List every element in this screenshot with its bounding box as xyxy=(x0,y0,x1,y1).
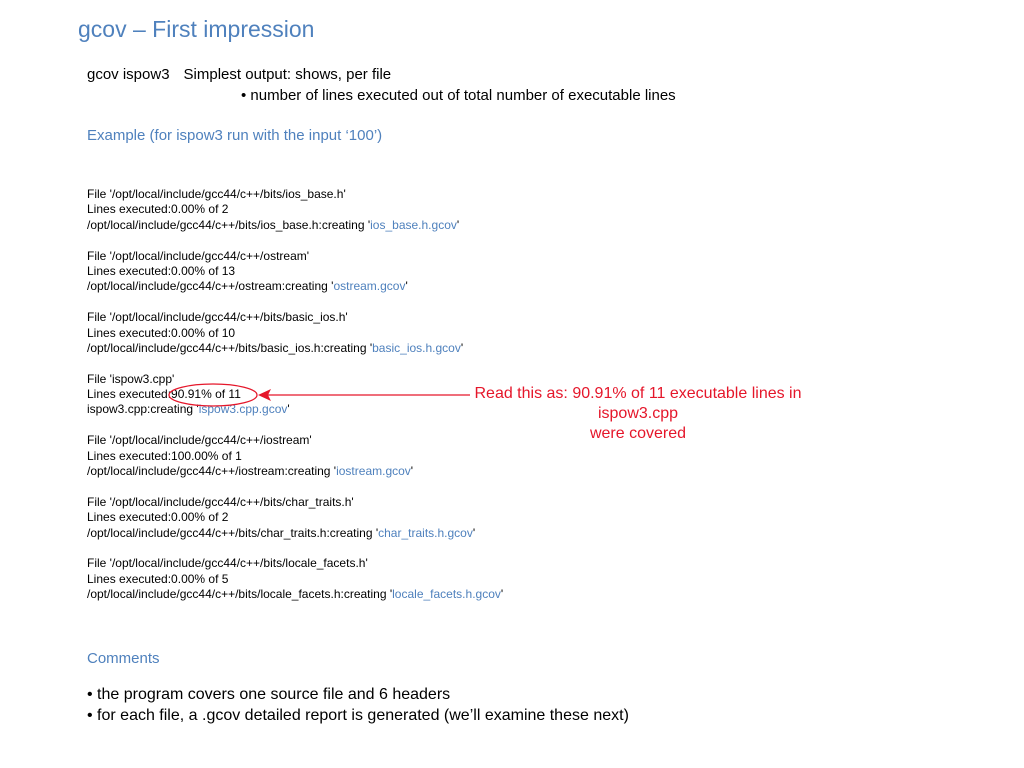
example-heading: Example (for ispow3 run with the input ‘100’) xyxy=(87,127,383,144)
file-line: File '/opt/local/include/gcc44/c++/bits/locale_facets.h' xyxy=(87,556,368,571)
lines-executed: Lines executed:0.00% of 5 xyxy=(87,571,229,586)
creating-suffix: ' xyxy=(460,340,464,355)
creating-line xyxy=(87,402,503,417)
creating-line xyxy=(87,464,503,479)
lines-executed: Lines executed:100.00% of 1 xyxy=(87,448,242,463)
file-line: File '/opt/local/include/gcc44/c++/ostream' xyxy=(87,248,310,263)
gcov-file-name: ios_base.h.gcov xyxy=(370,217,457,232)
blank-line xyxy=(87,541,503,556)
creating-prefix: /opt/local/include/gcc44/c++/bits/ios_base.h:creating ' xyxy=(87,217,371,232)
creating-line xyxy=(87,587,503,602)
file-line: File '/opt/local/include/gcc44/c++/bits/char_traits.h' xyxy=(87,494,354,509)
lines-executed: Lines executed:0.00% of 2 xyxy=(87,202,229,217)
creating-suffix: ' xyxy=(456,217,460,232)
blank-line xyxy=(87,479,503,494)
creating-line xyxy=(87,279,503,294)
gcov-file-name: ostream.gcov xyxy=(333,279,406,294)
creating-suffix: ' xyxy=(287,402,290,417)
slide-title: gcov – First impression xyxy=(78,16,315,42)
lines-executed: Lines executed:0.00% of 2 xyxy=(87,510,229,525)
creating-prefix: /opt/local/include/gcc44/c++/ostream:creating ' xyxy=(87,279,334,294)
gcov-file-name: char_traits.h.gcov xyxy=(378,525,473,540)
creating-suffix: ' xyxy=(500,587,504,602)
command-line xyxy=(87,66,391,83)
callout-text xyxy=(468,384,808,444)
creating-prefix: /opt/local/include/gcc44/c++/bits/char_traits.h:creating ' xyxy=(87,525,379,540)
creating-line xyxy=(87,218,503,233)
creating-prefix: ispow3.cpp:creating ' xyxy=(87,402,199,417)
blank-line xyxy=(87,356,503,371)
gcov-file-name: ispow3.cpp.gcov xyxy=(198,402,288,417)
gcov-output xyxy=(87,187,503,603)
creating-suffix: ' xyxy=(410,464,414,479)
blank-line xyxy=(87,295,503,310)
creating-prefix: /opt/local/include/gcc44/c++/bits/locale_facets.h:creating ' xyxy=(87,587,393,602)
comments-heading: Comments xyxy=(87,650,160,667)
creating-suffix: ' xyxy=(472,525,476,540)
blank-line xyxy=(87,418,503,433)
gcov-file-name: iostream.gcov xyxy=(336,464,411,479)
comment-item: • for each file, a .gcov detailed report is generated (we’ll examine these next) xyxy=(87,707,629,724)
creating-prefix: /opt/local/include/gcc44/c++/iostream:creating ' xyxy=(87,464,337,479)
callout-line-2: were covered xyxy=(589,425,687,442)
comments-list xyxy=(87,684,629,726)
lines-executed: Lines executed:0.00% of 13 xyxy=(87,263,236,278)
file-line: File 'ispow3.cpp' xyxy=(87,371,175,386)
lines-executed: Lines executed:90.91% of 11 xyxy=(87,387,241,402)
blank-line xyxy=(87,233,503,248)
file-line: File '/opt/local/include/gcc44/c++/iostream' xyxy=(87,433,312,448)
file-line: File '/opt/local/include/gcc44/c++/bits/basic_ios.h' xyxy=(87,310,348,325)
command-bullet: • number of lines executed out of total number of executable lines xyxy=(241,87,676,104)
callout-line-1: Read this as: 90.91% of 11 executable lines in ispow3.cpp xyxy=(474,385,802,422)
creating-prefix: /opt/local/include/gcc44/c++/bits/basic_ios.h:creating ' xyxy=(87,340,373,355)
file-line: File '/opt/local/include/gcc44/c++/bits/ios_base.h' xyxy=(87,187,346,201)
creating-line xyxy=(87,341,503,356)
creating-line xyxy=(87,526,503,541)
gcov-file-name: basic_ios.h.gcov xyxy=(372,340,461,355)
gcov-file-name: locale_facets.h.gcov xyxy=(392,587,501,602)
command-description: Simplest output: shows, per file xyxy=(183,66,392,83)
lines-executed: Lines executed:0.00% of 10 xyxy=(87,325,236,340)
creating-suffix: ' xyxy=(405,279,408,294)
comment-item: • the program covers one source file and 6 headers xyxy=(87,686,451,703)
command-name: gcov ispow3 xyxy=(87,66,170,83)
